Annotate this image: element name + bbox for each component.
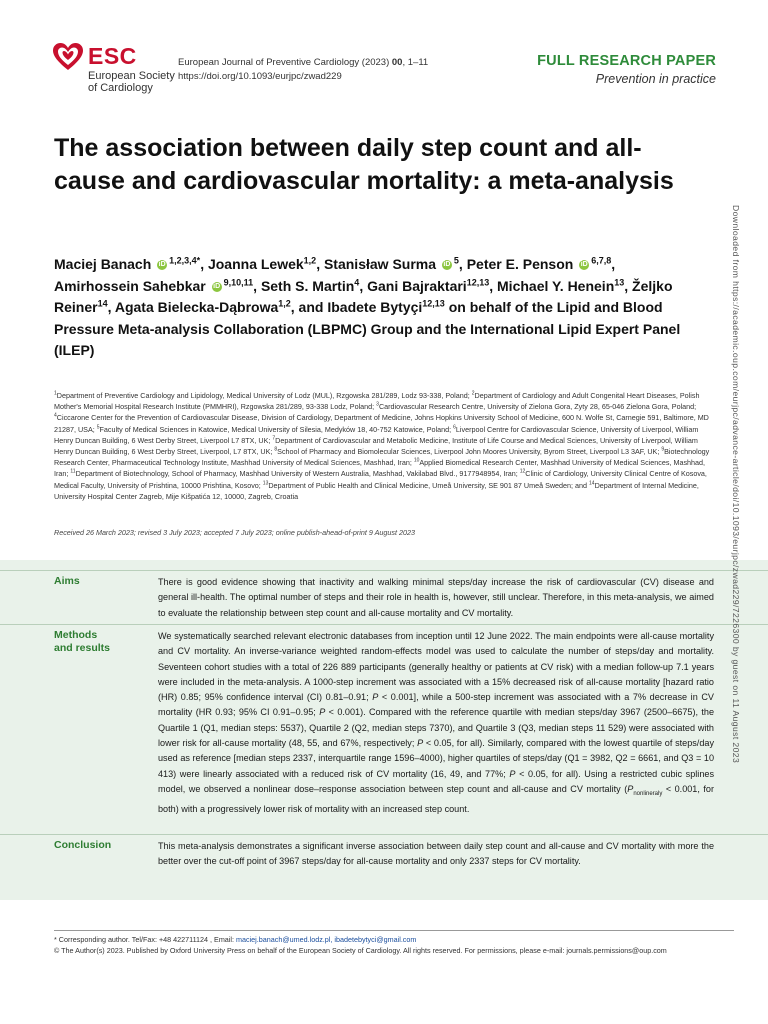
affiliation-item: $^1$Department of Preventive Cardiology and Lipidology, Medical University of Lodz (MUL), Rzgowska 281/289, Lodz 93-338, Poland;	[54, 390, 472, 400]
author-name[interactable]	[327, 299, 444, 315]
section-label: Prevention in practice	[595, 72, 716, 86]
abstract-aims	[0, 570, 768, 621]
author-label: Ibadete Bytyçi	[327, 299, 423, 315]
affiliation-ref: 4	[354, 276, 360, 287]
author-label: Maciej Banach	[54, 256, 152, 272]
affiliation-item: $^{14}$Department of Internal Medicine, University Hospital Center Zagreb, Mije Kišpatića 12, 10000, Zagreb, Croatia	[54, 480, 699, 501]
abstract-methods	[0, 624, 768, 835]
affiliation-ref: 14	[97, 298, 108, 309]
author-name[interactable]	[261, 278, 359, 294]
author-group: on behalf of the Lipid and Blood Pressure Meta-analysis Collaboration (LBPMC) Group and the International Lipid Expert Panel (ILEP)	[54, 299, 681, 358]
download-note: Downloaded from https://academic.oup.com/eurjpc/advance-article/doi/10.1093/eurjpc/zwad229/7226300 by guest on 11 August 2023	[731, 205, 741, 764]
affiliation-item: $^{12}$Clinic of Cardiology, University Clinical Centre of Kosova, Medical Faculty, University of Prishtina, 10000 Prishtina, Kosovo;	[54, 469, 707, 490]
corresponding-author: * Corresponding author. Tel/Fax: +48 422711124 , Email: maciej.banach@umed.lodz.pl, ibadetebytyci@gmail.com	[54, 935, 417, 944]
heart-logo-icon	[52, 42, 84, 72]
footnote	[54, 930, 734, 956]
orcid-icon[interactable]: iD	[580, 261, 588, 269]
affiliation-item: $^6$Liverpool Centre for Cardiovascular Science, University of Liverpool, William Henry Duncan Building, 6 West Derby Street, Liverpool L7 8TX, UK;	[54, 424, 699, 445]
conclusion-label: Conclusion	[54, 839, 112, 851]
author-name[interactable]	[467, 256, 612, 272]
affiliation-item: $^2$Department of Cardiology and Adult Congenital Heart Diseases, Polish Mother's Memorial Hospital Research Institute (PMMHRI), Rzgowska 281/289, 93-338 Lodz, Poland;	[54, 390, 700, 412]
affiliation-item: $^9$Biotechnology Research Center, Pharmaceutical Technology Institute, Mashhad University of Medical Sciences, Mashhad, Iran;	[54, 446, 710, 468]
author-name[interactable]	[208, 256, 316, 272]
affiliation-item: $^{10}$Applied Biomedical Research Center, Mashhad University of Medical Sciences, Mashhad, Iran;	[54, 457, 706, 479]
affiliation-item: $^7$Department of Cardiovascular and Metabolic Medicine, Institute of Life Course and Medical Sciences, University of Liverpool, William Henry Duncan Building, 6 West Derby Street, Liverpool, L7 8TX, UK;	[54, 435, 698, 457]
orcid-icon[interactable]: iD	[158, 261, 166, 269]
affiliation-ref: 6,7,8	[591, 255, 612, 266]
methods-text: We systematically searched relevant electronic databases from inception until 12 June 2022. The main endpoints were all-cause mortality and CV mortality. An inverse-variance weighted random-effects model was used to calculate the number of steps/day and mortality. Seventeen cohort studies with a total of 226 889 participants (generally healthy or patients at CV risk) with a median follow-up 7.1 years were included in the meta-analysis. A 1000-step increment was associated with a 15% decreased risk of all-cause mortality [hazard ratio (HR) 0.85; 95% confidence interval (CI) 0.81–0.91; P < 0.001], while a 500-step increment was associated with a 7% decrease in CV mortality (HR 0.93; 95% CI 0.91–0.95; P < 0.001). Compared with the reference quartile with median steps/day 3967 (2500–6675), the Quartile 1 (Q1, median steps: 5537), Quartile 2 (Q2, median steps 7370), and Quartile 3 (Q3, median steps 11 529) were associated with lower risk for all-cause mortality (48, 55, and 67%, respectively; P < 0.05, for all). Similarly, compared with the lowest quartile of steps/day used as reference [median steps 2337, interquartile range 1596–4000), higher quartiles of steps/day (Q1 = 3982, Q2 = 6661, and Q3 = 10 413) were linearly associated with a reduced risk of CV mortality (16, 49, and 77%; P < 0.05, for all). Using a restricted cubic splines model, we observed a nonlinear dose–response association between step count and all-cause and CV mortality ($P_{nonlineraly} < 0.001$, for both) with a progressively lower risk of mortality with an increased step count.	[158, 631, 715, 815]
author-name[interactable]	[324, 256, 459, 272]
author-label: Peter E. Penson	[466, 256, 574, 272]
esc-logo	[52, 42, 175, 98]
affiliation-ref: 1,2,3,4*	[169, 255, 201, 266]
affiliation-ref: 12,13	[466, 276, 490, 287]
aims-text: There is good evidence showing that inactivity and walking minimal steps/day increase the risk of cardiovascular (CV) disease and general ill-health. The optimal number of steps and their role in health is, however, still unclear. Therefore, in this meta-analysis, we aimed to evaluate the relationship between step count and all-cause mortality and CV mortality.	[158, 577, 714, 618]
article-title: The association between daily step count and all-cause and cardiovascular mortality: a meta-analysis	[54, 134, 674, 195]
received-dates: Received 26 March 2023; revised 3 July 2023; accepted 7 July 2023; online publish-ahead-of-print 9 August 2023	[54, 528, 415, 537]
aims-label: Aims	[54, 575, 80, 587]
email-link[interactable]: maciej.banach@umed.lodz.pl, ibadetebytyci@gmail.com	[236, 935, 417, 944]
author-label: Agata Bielecka-Dąbrowa	[114, 299, 279, 315]
paper-type	[537, 52, 716, 88]
affiliation-item: $^4$Ciccarone Center for the Prevention of Cardiovascular Disease, Division of Cardiology, Department of Medicine, Johns Hopkins University School of Medicine, 600 N. Wolfe St, Carnegie 591, Baltimore, MD 21287, USA;	[54, 413, 709, 434]
author-label: Stanisław Surma	[323, 256, 437, 272]
methods-label: Methods and results	[54, 629, 111, 654]
doi-link[interactable]: https://doi.org/10.1093/eurjpc/zwad229	[178, 71, 342, 82]
affiliation-item: $^{11}$Department of Biotechnology, School of Pharmacy, Mashhad University of Western Australia, Mashhad, Vakilabad Blvd., 9177948954, Iran;	[70, 469, 520, 479]
author-label: Seth S. Martin	[260, 277, 355, 294]
author-name[interactable]	[54, 256, 200, 272]
logo-subtitle: European Society of Cardiology	[88, 70, 175, 94]
journal-citation: European Journal of Preventive Cardiology (2023) 00, 1–11 https://doi.org/10.1093/eurjpc/zwad229	[178, 57, 429, 82]
logo-text: ESC	[88, 43, 137, 69]
author-label: Željko Reiner	[54, 277, 673, 315]
affiliation-item: $^8$School of Pharmacy and Biomolecular Sciences, Liverpool John Moores University, Byrom Street, Liverpool L3 3AF, UK;	[274, 446, 662, 457]
affiliation-item: $^3$Cardiovascular Research Centre, University of Zielona Gora, Zyty 28, 65-046 Zielona Gora, Poland;	[376, 401, 697, 412]
copyright: © The Author(s) 2023. Published by Oxford University Press on behalf of the European Society of Cardiology. All rights reserved. For permissions, please e-mail: journals.permissions@oup.com	[54, 945, 667, 955]
affiliation-ref: 5	[453, 255, 459, 266]
author-list: Maciej Banach iD $^{1,2,3,4*}$, Joanna Lewek$^{1,2}$, Stanisław Surma iD $^5$, Peter E. Penson iD $^{6,7,8}$, Amirhossein Sahebkar iD $^{9,10,11}$, Seth S. Martin$^4$, Gani Bajraktari$^{12,13}$, Michael Y. Henein$^{13}$, Željko Reiner$^{14}$, Agata Bielecka-Dąbrowa$^{1,2}$, and Ibadete Bytyçi$^{12,13}$ on behalf of the Lipid and Blood Pressure Meta-analysis Collaboration (LBPMC) Group and the International Lipid Expert Panel (ILEP)	[54, 255, 681, 358]
author-label: Amirhossein Sahebkar	[54, 277, 206, 294]
paper-type-label: FULL RESEARCH PAPER	[537, 53, 716, 69]
orcid-icon[interactable]: iD	[443, 261, 451, 269]
affiliation-ref: 1,2	[303, 255, 317, 266]
page-header	[0, 0, 768, 110]
affiliation-ref: 13	[614, 276, 625, 287]
affiliations	[54, 390, 714, 502]
author-label: Michael Y. Henein	[497, 277, 615, 294]
affiliation-item: $^5$Faculty of Medical Sciences in Katowice, Medical University of Silesia, Medyków 18, 40-752 Katowice, Poland;	[96, 424, 454, 434]
author-name[interactable]	[367, 278, 489, 294]
author-name[interactable]	[497, 278, 624, 294]
orcid-icon[interactable]: iD	[213, 282, 221, 290]
affiliation-item: $^{13}$Department of Public Health and Clinical Medicine, Umeå University, SE 901 87 Umeå Sweden; and	[262, 480, 590, 490]
abstract-conclusion	[0, 834, 768, 897]
author-name[interactable]	[115, 299, 291, 315]
affiliation-ref: 12,13	[422, 298, 445, 309]
affiliation-ref: 9,10,11	[223, 276, 254, 287]
conclusion-text: This meta-analysis demonstrates a significant inverse association between daily step count and all-cause and CV mortality with more the better over the cut-off point of 3967 steps/day for all-cause mortality and only 2337 steps for CV mortality.	[158, 841, 714, 867]
structured-abstract	[0, 560, 768, 900]
affiliation-ref: 1,2	[278, 298, 291, 309]
author-name[interactable]	[54, 278, 253, 294]
author-label: Joanna Lewek	[207, 256, 304, 272]
author-label: Gani Bajraktari	[367, 277, 467, 294]
